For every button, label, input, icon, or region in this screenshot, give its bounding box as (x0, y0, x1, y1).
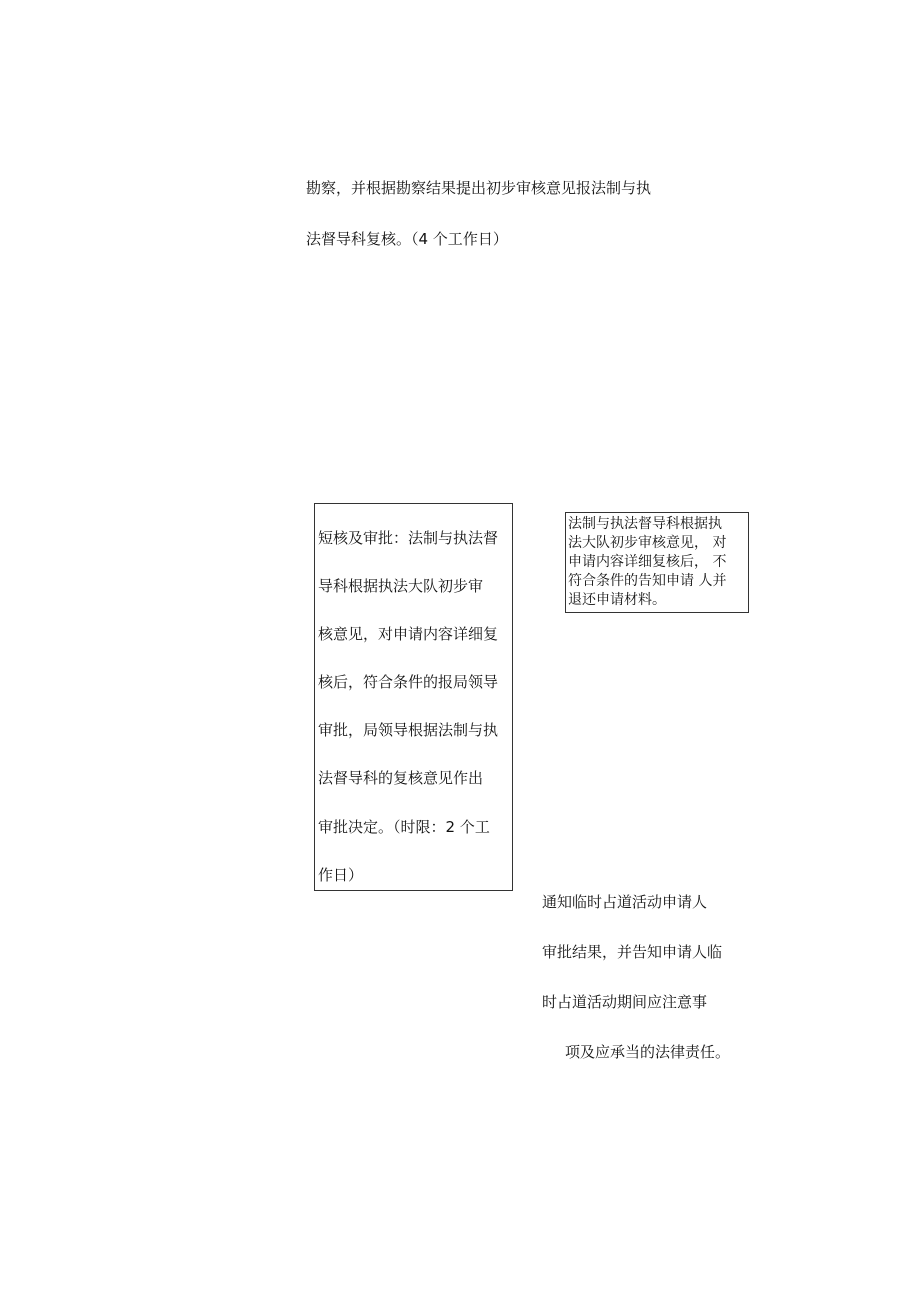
notice-line-3: 时占道活动期间应注意事 (542, 993, 708, 1011)
top-paragraph-line-2: 法督导科复核。（4 个工作日） (306, 230, 508, 248)
review-box-line-6: 法督导科的复核意见作出 (318, 769, 484, 787)
rejection-box-line-4: 符合条件的告知申请 人并 (568, 573, 727, 589)
rejection-box (565, 512, 749, 613)
rejection-box-line-1: 法制与执法督导科根据执 (568, 516, 722, 532)
review-box-line-3: 核意见，对申请内容详细复 (318, 625, 499, 643)
review-box-line-2: 导科根据执法大队初步审 (318, 577, 484, 595)
review-box-line-1: 短核及审批：法制与执法督 (318, 529, 499, 547)
notice-line-4: 项及应承当的法律责任。 (565, 1043, 731, 1061)
review-box-line-5: 审批，局领导根据法制与执 (318, 721, 499, 739)
rejection-box-line-2: 法大队初步审核意见， 对 (568, 535, 727, 551)
top-paragraph-line-1: 勘察，并根据勘察结果提出初步审核意见报法制与执 (306, 179, 652, 197)
review-approval-box (314, 503, 513, 891)
rejection-box-line-3: 申请内容详细复核后， 不 (568, 554, 727, 570)
rejection-box-line-5: 退还申请材料。 (568, 592, 666, 608)
notice-line-1: 通知临时占道活动申请人 (542, 893, 708, 911)
review-box-line-8: 作日） (318, 866, 364, 884)
review-box-line-7: 审批决定。（时限：2 个工 (318, 818, 490, 836)
notice-line-2: 审批结果，并告知申请人临 (542, 943, 723, 961)
review-box-line-4: 核后，符合条件的报局领导 (318, 673, 499, 691)
